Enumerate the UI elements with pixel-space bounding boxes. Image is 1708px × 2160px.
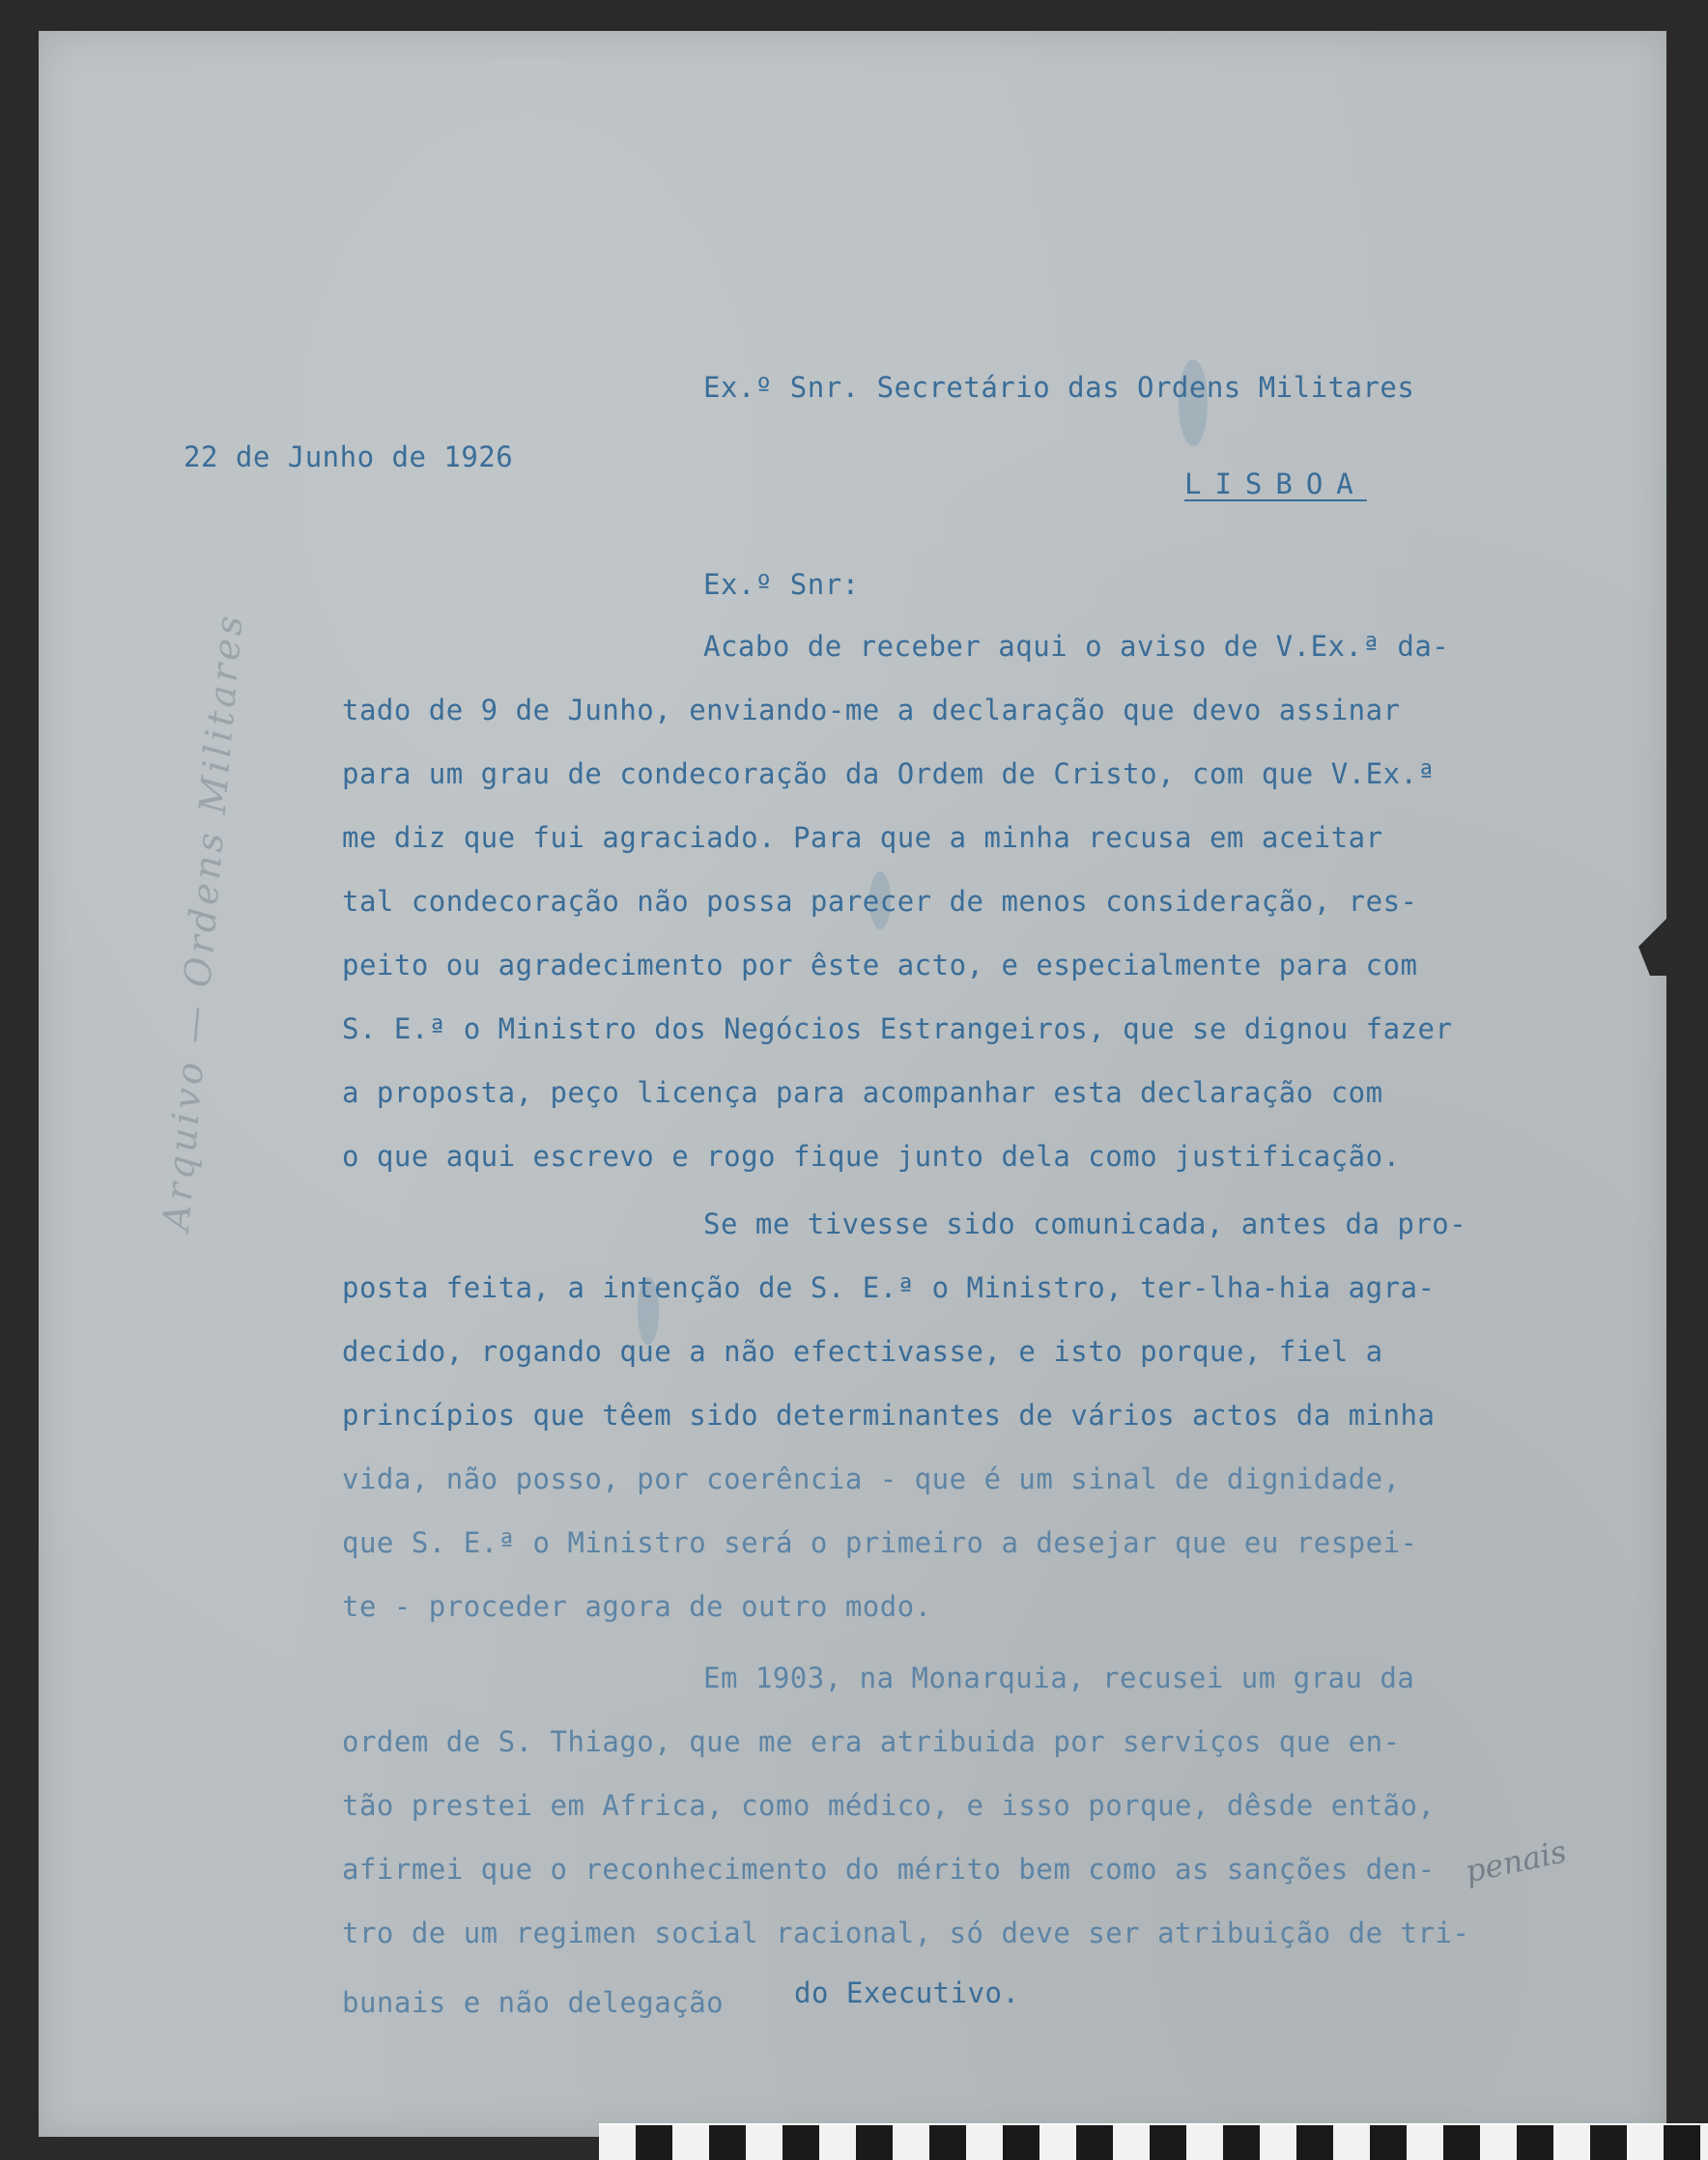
body-line: tro de um regimen social racional, só deve ser atribuição de tri-	[342, 1917, 1470, 1949]
body-line: bunais e não delegação	[342, 1986, 725, 2019]
body-line: peito ou agradecimento por êste acto, e especialmente para com	[342, 949, 1418, 981]
body-line: o que aqui escrevo e rogo fique junto dela como justificação.	[342, 1140, 1401, 1173]
body-line: a proposta, peço licença para acompanhar esta declaração com	[342, 1076, 1383, 1109]
scale-ruler	[599, 2123, 1708, 2160]
body-line: tão prestei em Africa, como médico, e isso porque, dêsde então,	[342, 1789, 1436, 1822]
body-line: Em 1903, na Monarquia, recusei um grau da	[703, 1662, 1415, 1694]
city: LISBOA	[1184, 468, 1367, 500]
handwritten-annotation: penais	[1462, 1833, 1570, 1890]
letter-date: 22 de Junho de 1926	[184, 441, 514, 473]
body-line: me diz que fui agraciado. Para que a minha recusa em aceitar	[342, 821, 1383, 854]
body-line: Se me tivesse sido comunicada, antes da pro-	[703, 1208, 1467, 1240]
body-line: tado de 9 de Junho, enviando-me a declaração que devo assinar	[342, 694, 1401, 726]
addressee: Ex.º Snr. Secretário das Ordens Militares	[703, 371, 1415, 404]
body-line: vida, não posso, por coerência - que é um sinal de dignidade,	[342, 1463, 1401, 1495]
body-line: tal condecoração não possa parecer de menos consideração, res-	[342, 885, 1418, 918]
body-line: que S. E.ª o Ministro será o primeiro a desejar que eu respei-	[342, 1526, 1418, 1559]
salutation: Ex.º Snr:	[703, 568, 860, 601]
body-line: ordem de S. Thiago, que me era atribuida por serviços que en-	[342, 1725, 1401, 1758]
body-line: para um grau de condecoração da Ordem de Cristo, com que V.Ex.ª	[342, 757, 1436, 790]
margin-note: Arquivo — Ordens Militares	[155, 610, 251, 1233]
body-line: afirmei que o reconhecimento do mérito bem como as sanções den-	[342, 1853, 1436, 1886]
body-line: posta feita, a intenção de S. E.ª o Ministro, ter-lha-hia agra-	[342, 1271, 1436, 1304]
body-line-tail: do Executivo.	[794, 1976, 1020, 2009]
body-line: te - proceder agora de outro modo.	[342, 1590, 932, 1623]
body-line: princípios que têem sido determinantes de vários actos da minha	[342, 1399, 1436, 1432]
body-line: S. E.ª o Ministro dos Negócios Estrangeiros, que se dignou fazer	[342, 1012, 1453, 1045]
body-line: Acabo de receber aqui o aviso de V.Ex.ª da-	[703, 630, 1450, 663]
body-line: decido, rogando que a não efectivasse, e isto porque, fiel a	[342, 1335, 1383, 1368]
